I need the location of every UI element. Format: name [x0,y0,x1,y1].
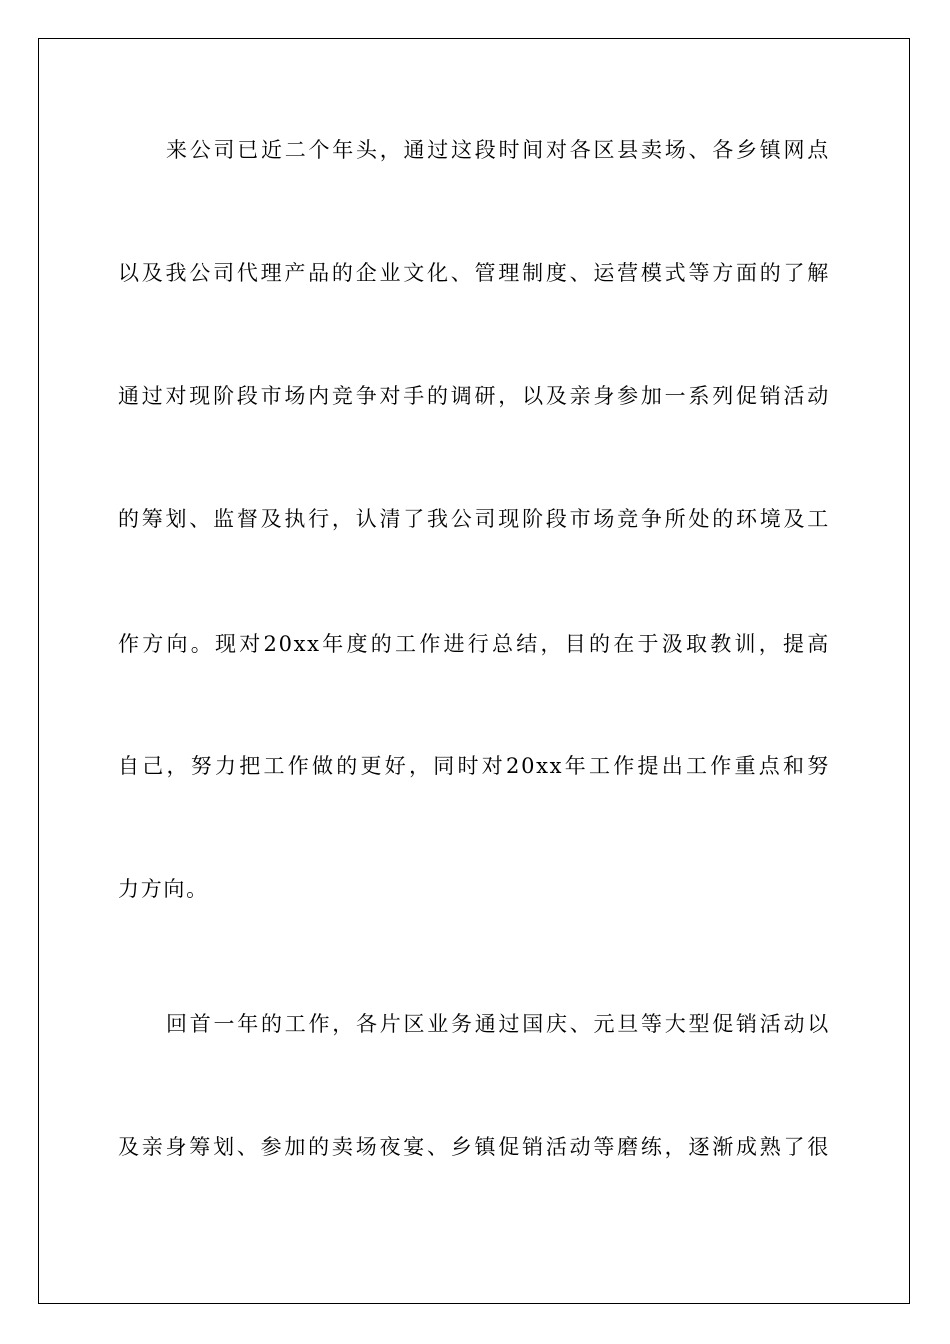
paragraph-1-line-2: 以及我公司代理产品的企业文化、管理制度、运营模式等方面的了解 [118,261,830,285]
paragraph-1-line-5: 作方向。现对20xx年度的工作进行总结，目的在于汲取教训，提高 [118,632,830,656]
paragraph-1-line-7: 力方向。 [118,877,209,901]
paragraph-1-line-3: 通过对现阶段市场内竞争对手的调研，以及亲身参加一系列促销活动 [118,384,830,408]
paragraph-2-line-1: 回首一年的工作，各片区业务通过国庆、元旦等大型促销活动以 [166,1012,830,1036]
paragraph-1-line-1: 来公司已近二个年头，通过这段时间对各区县卖场、各乡镇网点 [166,138,830,162]
paragraph-1-line-4: 的筹划、监督及执行，认清了我公司现阶段市场竞争所处的环境及工 [118,507,830,531]
page-border [38,38,910,1304]
paragraph-2-line-2: 及亲身筹划、参加的卖场夜宴、乡镇促销活动等磨练，逐渐成熟了很 [118,1135,830,1159]
paragraph-1-line-6: 自己，努力把工作做的更好，同时对20xx年工作提出工作重点和努 [118,754,830,778]
